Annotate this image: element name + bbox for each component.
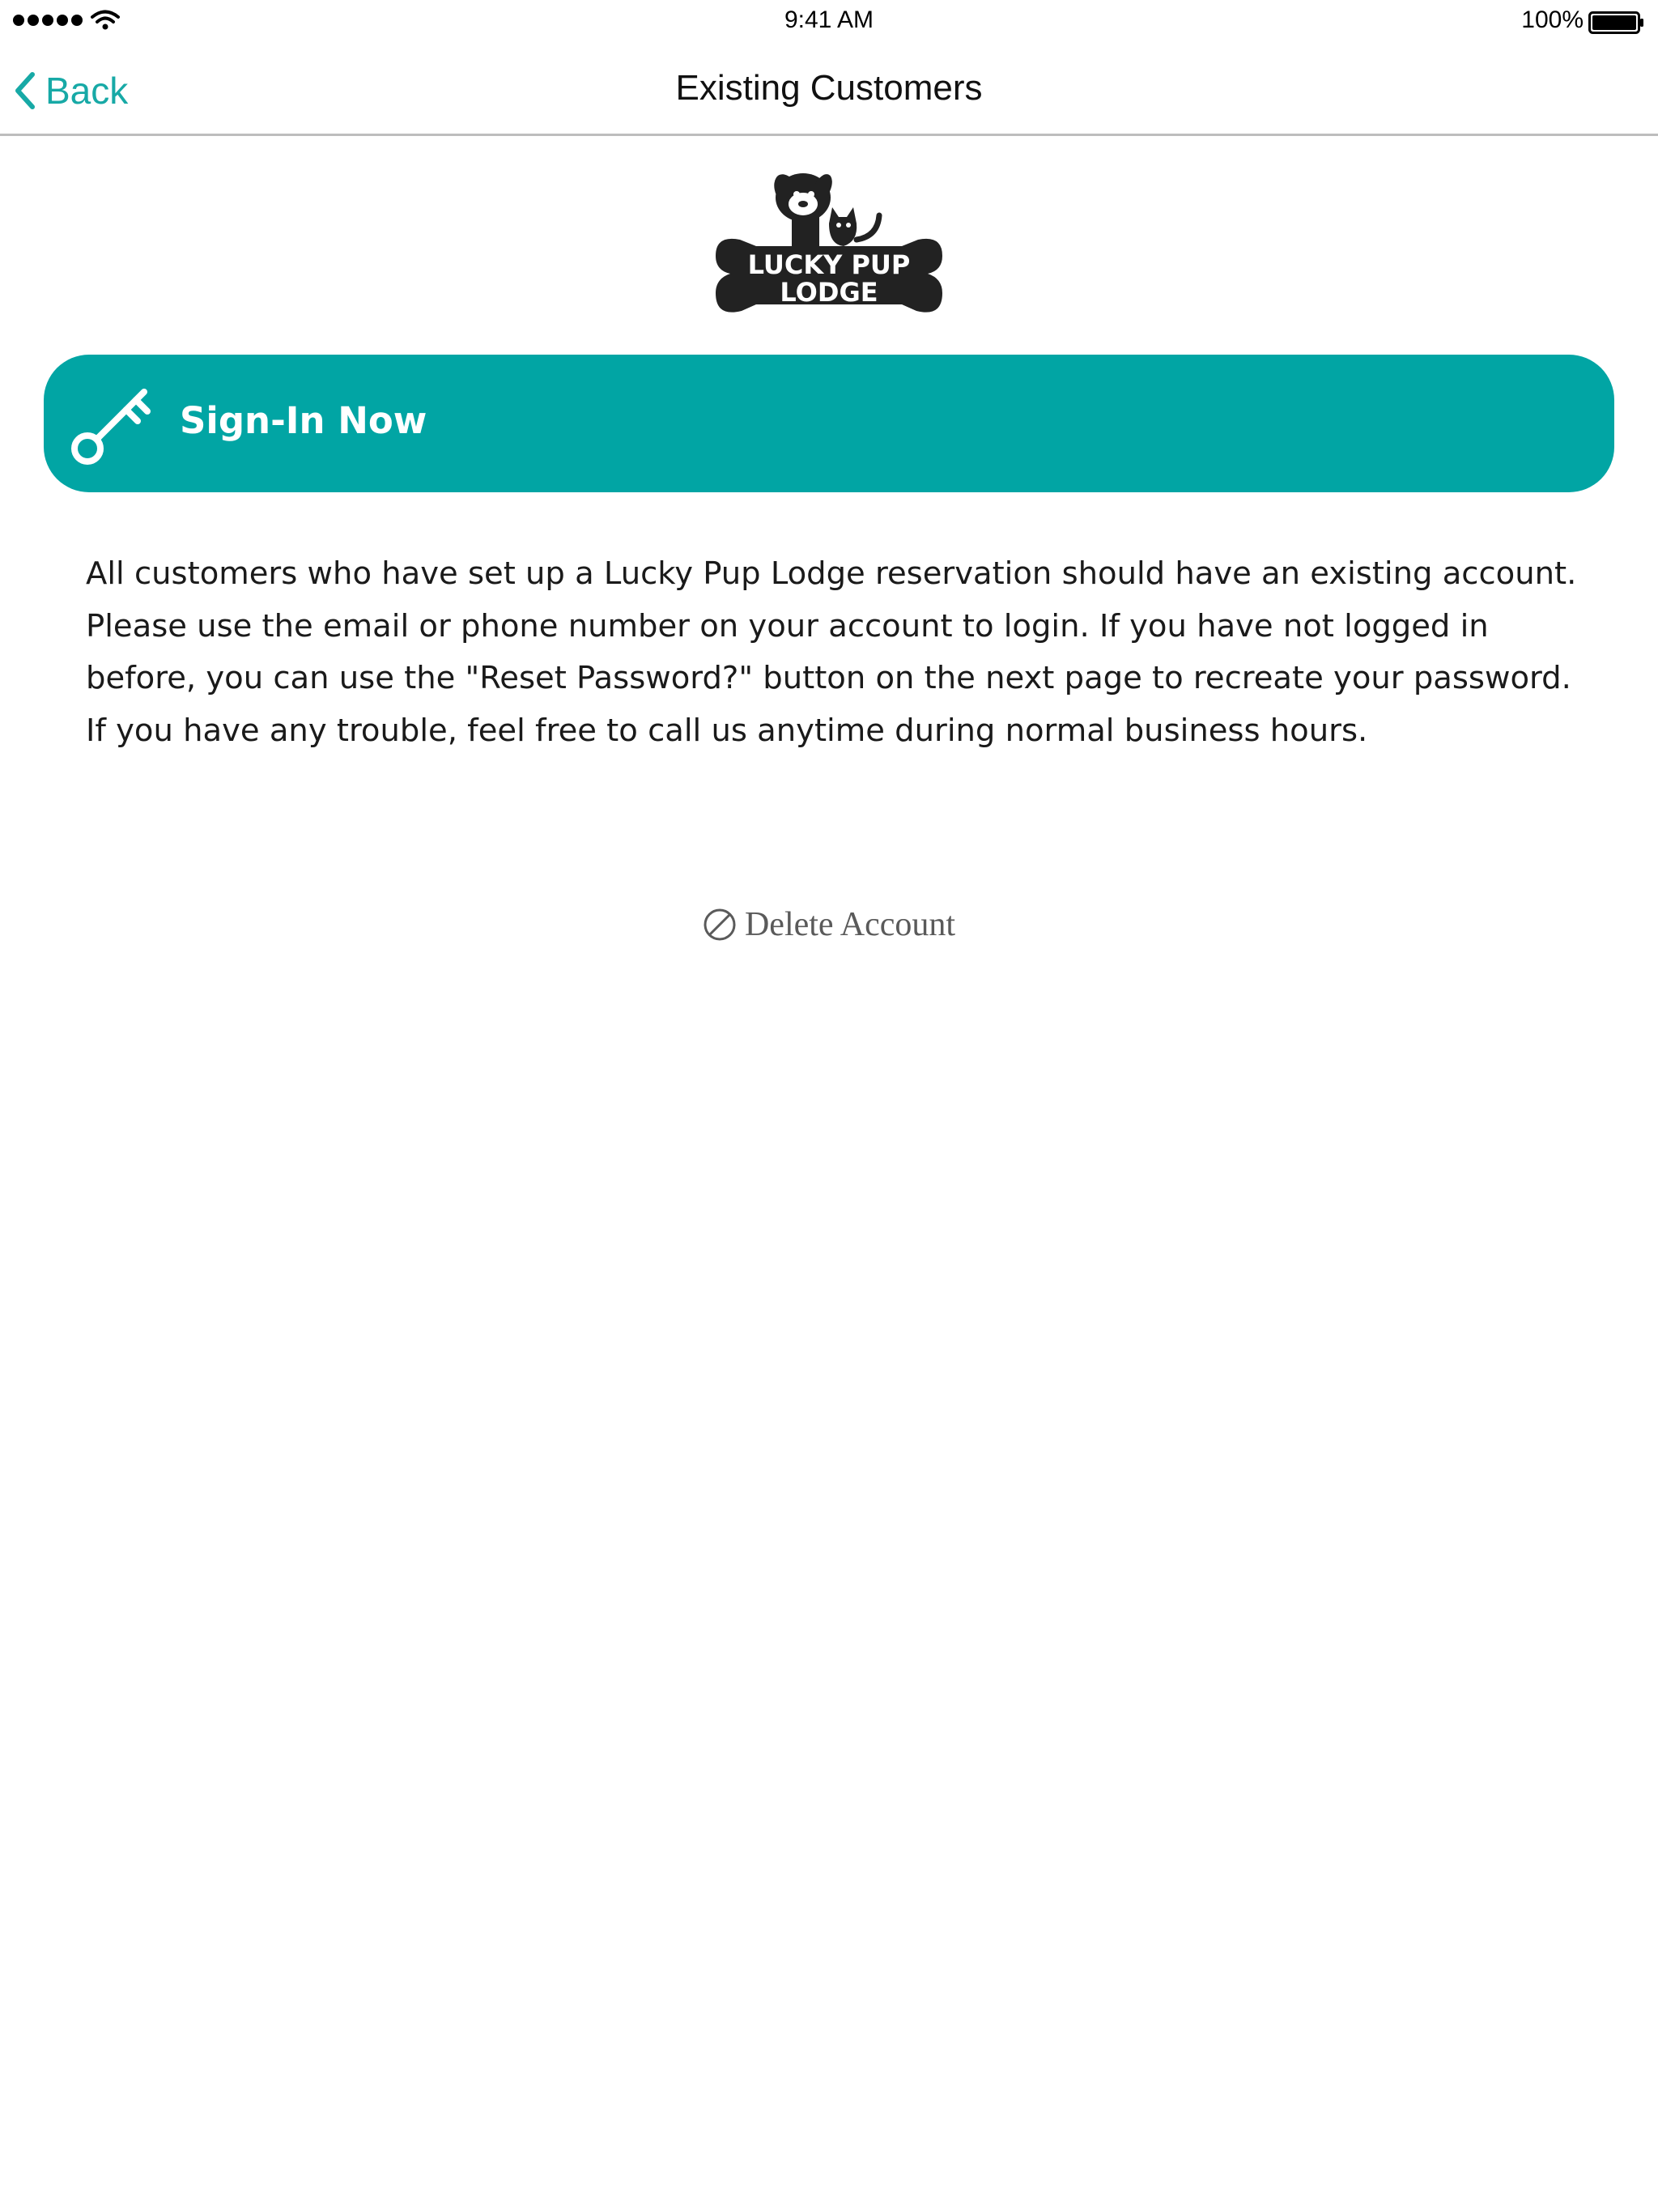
status-time: 9:41 AM [784, 6, 874, 33]
page-title: Existing Customers [675, 68, 983, 108]
logo-text-line1: LUCKY PUP [747, 249, 911, 280]
status-bar [0, 0, 1658, 45]
key-icon [66, 381, 155, 470]
lucky-pup-lodge-logo [708, 167, 950, 325]
account-info-text: All customers who have set up a Lucky Pup Lodge reservation should have an existing account. Please use the email or phone number on your account to login. If you have not logged in before, you can use the "Reset Password?" button on the next page to recreate your password. If you have any trouble, feel free to call us anytime during normal business hours. [86, 555, 1577, 749]
prohibited-icon [703, 908, 737, 942]
logo-text-line2: LODGE [780, 277, 878, 308]
back-label: Back [45, 70, 129, 112]
battery-percent: 100% [1521, 6, 1584, 33]
navigation-bar [0, 45, 1658, 136]
sign-in-button[interactable] [44, 355, 1614, 492]
delete-account-label: Delete Account [744, 906, 956, 943]
sign-in-label: Sign-In Now [180, 399, 427, 442]
delete-account-button[interactable] [0, 905, 1658, 944]
battery-icon [1588, 11, 1645, 34]
